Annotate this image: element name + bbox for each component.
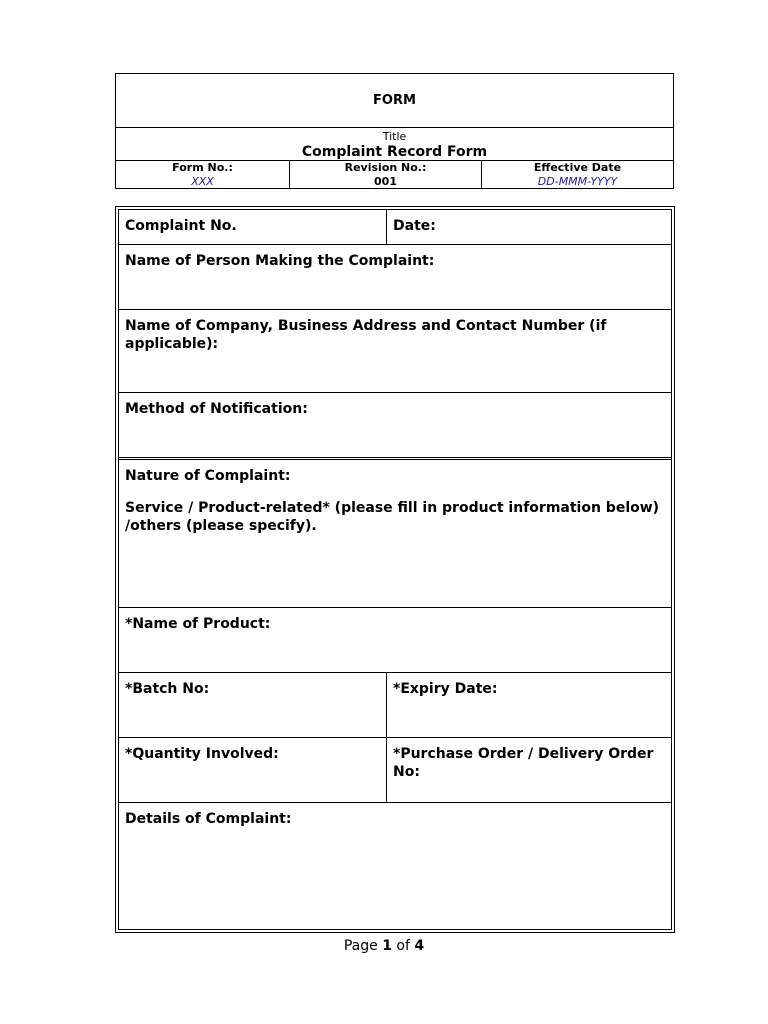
- meta-row: [116, 161, 673, 189]
- page-prefix: Page: [343, 938, 378, 954]
- complaint-form: [115, 206, 675, 933]
- form-header: [115, 73, 674, 189]
- nature-detail: Service / Product-related* (please fill in product information below) /others (please specify).: [125, 500, 660, 534]
- page-current: 1: [382, 938, 392, 954]
- revision-no-label: Revision No.:: [344, 161, 427, 174]
- effective-date-value: DD-MMM-YYYY: [537, 175, 618, 188]
- complaint-no-field[interactable]: Complaint No.: [119, 210, 387, 244]
- batch-no-field[interactable]: *Batch No:: [119, 673, 387, 737]
- effective-date-label: Effective Date: [533, 161, 622, 174]
- page-sep: of: [396, 938, 410, 954]
- page-total: 4: [414, 938, 425, 954]
- title-block: [116, 128, 673, 161]
- product-name-field[interactable]: *Name of Product:: [125, 616, 271, 632]
- quantity-field[interactable]: *Quantity Involved:: [119, 738, 387, 802]
- form-table: [118, 209, 672, 930]
- row-details: [119, 803, 671, 927]
- row-quantity-po: [119, 738, 671, 803]
- form-label: FORM: [116, 74, 673, 128]
- row-company: [119, 310, 671, 393]
- title-caption: Title: [382, 130, 407, 143]
- po-do-field[interactable]: *Purchase Order / Delivery Order No:: [393, 746, 654, 780]
- row-nature: [119, 460, 671, 608]
- effective-date-cell: [482, 161, 673, 189]
- revision-no-cell: [290, 161, 482, 189]
- document-title: Complaint Record Form: [301, 144, 488, 160]
- form-no-value: XXX: [191, 175, 214, 188]
- revision-no-value: 001: [374, 175, 397, 188]
- row-person-name: [119, 245, 671, 310]
- nature-label: Nature of Complaint:: [125, 468, 291, 484]
- expiry-date-field[interactable]: *Expiry Date:: [393, 681, 498, 697]
- nature-field[interactable]: [119, 460, 671, 607]
- row-product-name: [119, 608, 671, 673]
- person-name-field[interactable]: Name of Person Making the Complaint:: [125, 253, 435, 269]
- date-field[interactable]: Date:: [393, 218, 436, 234]
- form-no-cell: [116, 161, 290, 189]
- details-field[interactable]: Details of Complaint:: [125, 811, 292, 827]
- form-no-label: Form No.:: [172, 161, 233, 174]
- row-method: [119, 393, 671, 460]
- method-field[interactable]: Method of Notification:: [125, 401, 308, 417]
- company-field[interactable]: Name of Company, Business Address and Contact Number (if applicable):: [125, 318, 607, 352]
- row-complaint-date: [119, 210, 671, 245]
- page-number: [0, 938, 768, 954]
- row-batch-expiry: [119, 673, 671, 738]
